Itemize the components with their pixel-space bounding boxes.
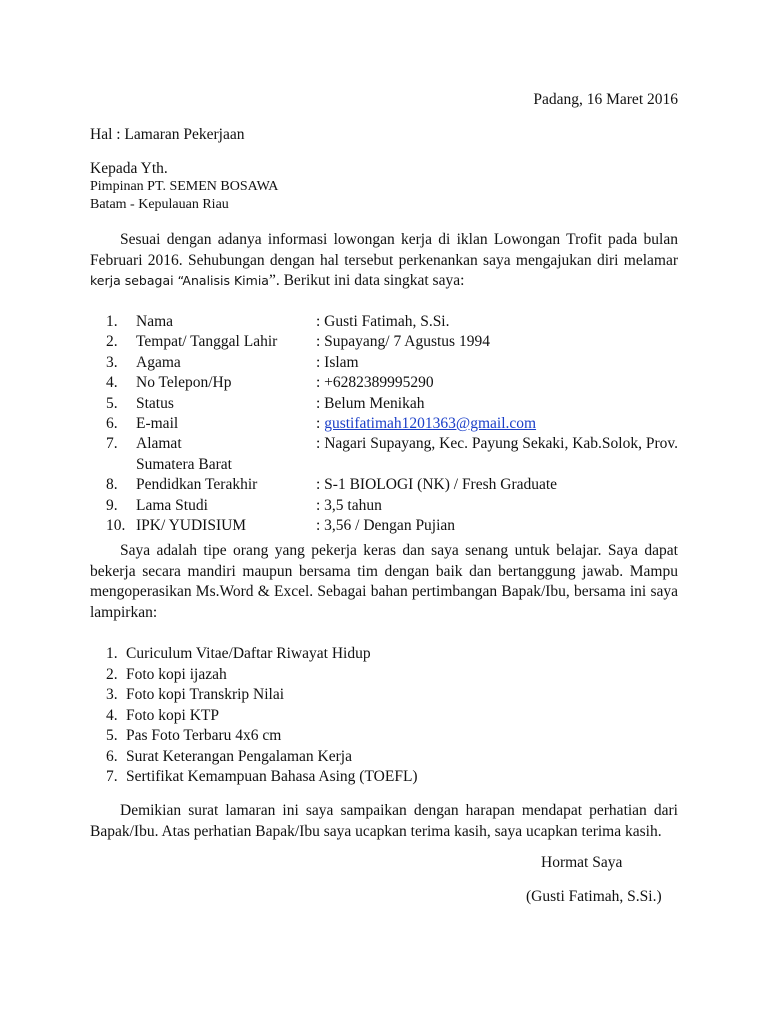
data-row-label: Agama: [136, 353, 181, 371]
body-paragraph: [90, 541, 678, 623]
body-text: Saya adalah tipe orang yang pekerja keras dan saya senang untuk belajar. Saya dapat bekerja secara mandiri maupun bersama tim dengan baik dan bertanggung jawab. Mampu mengoperasikan Ms.Word & Excel. Sebagai bahan pertimbangan Bapak/Ibu, bersama ini saya lampirkan:: [90, 542, 678, 621]
data-row-label: Status: [136, 394, 174, 412]
list-item: [106, 644, 418, 665]
recipient-address: [90, 160, 278, 214]
data-row-value: : Supayang/ 7 Agustus 1994: [316, 333, 490, 351]
list-item-number: 4.: [106, 706, 118, 724]
data-row-label: Nama: [136, 313, 174, 330]
data-row-value: : 3,5 tahun: [316, 496, 382, 514]
data-row-number: 8.: [106, 476, 118, 494]
data-row-name: [106, 312, 678, 332]
data-row-value: : Belum Menikah: [316, 394, 425, 412]
letter-date: Padang, 16 Maret 2016: [533, 91, 678, 108]
recipient-line-3: Batam - Kepulauan Riau: [90, 197, 229, 212]
list-item-number: 1.: [106, 645, 118, 662]
email-link[interactable]: gustifatimah1201363@gmail.com: [324, 414, 537, 432]
email-prefix: :: [316, 414, 325, 432]
data-row-label: Tempat/ Tanggal Lahir: [136, 333, 278, 351]
recipient-line-1: Kepada Yth.: [90, 160, 168, 177]
data-row-number: 3.: [106, 353, 118, 371]
data-row-value: : S-1 BIOLOGI (NK) / Fresh Graduate: [316, 476, 558, 494]
data-row-number: 10.: [106, 516, 126, 534]
closing-salutation: Hormat Saya: [541, 854, 623, 871]
list-item-text: Curiculum Vitae/Daftar Riwayat Hidup: [126, 645, 371, 662]
data-row-status: [106, 394, 678, 414]
data-row-gpa: [106, 516, 678, 536]
data-row-number: 7.: [106, 435, 118, 453]
list-item-text: Pas Foto Terbaru 4x6 cm: [126, 727, 282, 744]
list-item-text: Foto kopi KTP: [126, 706, 220, 724]
list-item: [106, 726, 418, 747]
list-item-number: 6.: [106, 747, 118, 765]
data-row-number: 6.: [106, 414, 118, 432]
data-row-label: E-mail: [136, 414, 179, 432]
intro-text-c: ”. Berikut ini data singkat saya:: [268, 272, 465, 289]
attachment-list: [106, 644, 418, 788]
list-item: [106, 685, 418, 706]
closing-paragraph-text: Demikian surat lamaran ini saya sampaikan dengan harapan mendapat perhatian dari Bapak/Ibu. Atas perhatian Bapak/Ibu saya ucapkan terima kasih, saya ucapkan terima kasih.: [90, 802, 678, 840]
intro-text-a: Sesuai dengan adanya informasi lowongan kerja di iklan Lowongan Trofit pada bulan Februari 2016. Sehubungan dengan hal tersebut perkenankan saya mengajukan diri melamar: [90, 231, 678, 269]
data-row-number: 9.: [106, 496, 118, 514]
data-row-number: 4.: [106, 374, 118, 392]
data-row-study-length: [106, 496, 678, 516]
data-row-address-continuation: [106, 455, 678, 475]
list-item-text: Foto kopi ijazah: [126, 665, 227, 683]
data-row-address: [106, 434, 678, 454]
intro-paragraph: [90, 230, 678, 292]
data-row-value: : Islam: [316, 353, 359, 371]
list-item-number: 2.: [106, 665, 118, 683]
list-item: [106, 706, 418, 727]
data-row-value: : Gusti Fatimah, S.Si.: [316, 313, 450, 330]
letter-subject: Hal : Lamaran Pekerjaan: [90, 126, 245, 143]
list-item: [106, 767, 418, 788]
data-row-value: : 3,56 / Dengan Pujian: [316, 516, 456, 534]
list-item-text: Foto kopi Transkrip Nilai: [126, 686, 285, 703]
data-row-label: Alamat: [136, 435, 182, 453]
recipient-line-2: Pimpinan PT. SEMEN BOSAWA: [90, 179, 279, 194]
data-row-number: 5.: [106, 394, 118, 412]
list-item-text: Sertifikat Kemampuan Bahasa Asing (TOEFL): [126, 768, 418, 785]
data-row-birth: [106, 332, 678, 352]
data-row-religion: [106, 353, 678, 373]
address-continuation: Sumatera Barat: [136, 455, 232, 473]
data-row-value: : +6282389995290: [316, 374, 434, 392]
list-item-number: 5.: [106, 727, 118, 744]
personal-data-list: [106, 312, 678, 536]
data-row-number: 1.: [106, 313, 118, 330]
closing-paragraph: [90, 801, 678, 842]
list-item: [106, 665, 418, 686]
data-row-phone: [106, 373, 678, 393]
list-item-number: 3.: [106, 686, 118, 703]
data-row-value: : Nagari Supayang, Kec. Payung Sekaki, Kab.Solok, Prov.: [316, 435, 678, 453]
data-row-number: 2.: [106, 333, 118, 351]
data-row-education: [106, 475, 678, 495]
intro-text-b: kerja sebagai “Analisis Kimia: [90, 273, 269, 288]
data-row-label: Pendidkan Terakhir: [136, 476, 258, 494]
signature-name: (Gusti Fatimah, S.Si.): [526, 888, 662, 905]
list-item-text: Surat Keterangan Pengalaman Kerja: [126, 747, 352, 765]
data-row-value: [316, 414, 678, 434]
data-row-label: No Telepon/Hp: [136, 374, 232, 392]
data-row-label: IPK/ YUDISIUM: [136, 516, 247, 534]
list-item: [106, 747, 418, 768]
data-row-label: Lama Studi: [136, 496, 208, 514]
data-row-email: [106, 414, 678, 434]
list-item-number: 7.: [106, 768, 118, 785]
